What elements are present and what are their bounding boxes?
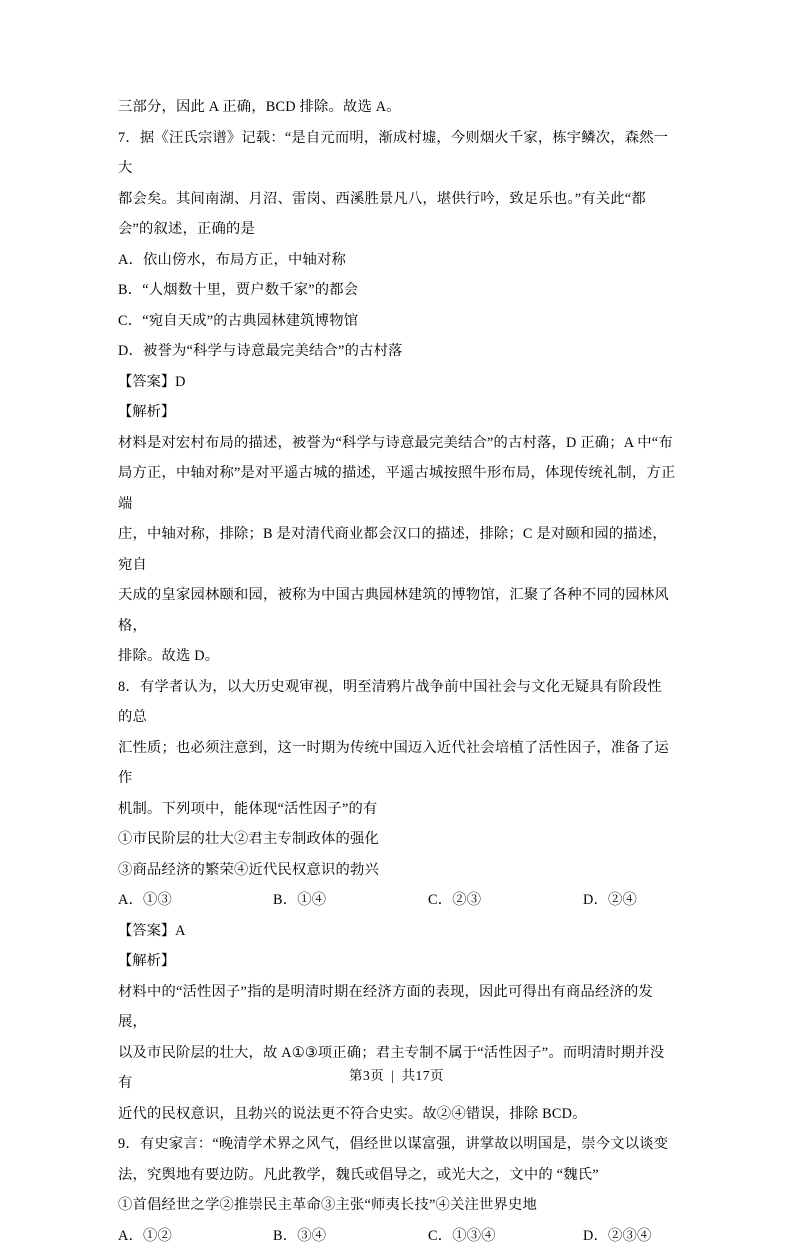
question-8-stem-line-1 [118, 672, 676, 733]
question-7-stem-line-1 [118, 123, 676, 184]
question-8-number: 8． [118, 679, 140, 695]
question-7-option-c: C．“宛自天成”的古典园林建筑博物馆 [118, 306, 676, 337]
question-9-stem-line-1 [118, 1129, 676, 1160]
question-9-option-c: C．①③④ [428, 1221, 583, 1251]
footer-page-number: 第3页 [349, 1068, 384, 1083]
question-8-stem-line-3: 机制。下列项中，能体现“活性因子”的有 [118, 794, 676, 825]
question-9 [118, 1129, 676, 1251]
page-footer [0, 1064, 793, 1084]
question-8-option-c: C．②③ [428, 885, 583, 916]
footer-total-pages: 共17页 [401, 1068, 444, 1083]
question-7-answer: 【答案】D [118, 367, 676, 398]
question-9-option-b: B．③④ [273, 1221, 428, 1251]
question-7-stem-text-1: 据《汪氏宗谱》记载：“是自元而明，渐成村墟，今则烟火千家，栋宇鳞次，森然一大 [118, 130, 668, 177]
question-8-options-row [118, 885, 676, 916]
footer-separator: | [384, 1068, 401, 1083]
question-9-option-d: D．②③④ [583, 1221, 676, 1251]
question-8-analysis-line-3: 近代的民权意识，且勃兴的说法更不符合史实。故②④错误，排除 BCD。 [118, 1099, 676, 1130]
question-8-option-d: D．②④ [583, 885, 676, 916]
question-7-number: 7． [118, 130, 140, 146]
question-9-options-row [118, 1221, 676, 1251]
question-8-stem-line-2: 汇性质；也必须注意到，这一时期为传统中国迈入近代社会培植了活性因子，准备了运作 [118, 733, 676, 794]
question-7-option-d: D．被誉为“科学与诗意最完美结合”的古村落 [118, 336, 676, 367]
question-8 [118, 672, 676, 1130]
question-7-analysis-line-3: 庄，中轴对称，排除；B 是对清代商业都会汉口的描述，排除；C 是对颐和园的描述，宛自 [118, 519, 676, 580]
question-8-analysis-label: 【解析】 [118, 946, 676, 977]
question-7-analysis-line-4: 天成的皇家园林颐和园，被称为中国古典园林建筑的博物馆，汇聚了各种不同的园林风格， [118, 580, 676, 641]
question-9-number: 9． [118, 1136, 140, 1152]
question-9-option-a: A．①② [118, 1221, 273, 1251]
question-8-option-b: B．①④ [273, 885, 428, 916]
question-7-analysis-label: 【解析】 [118, 397, 676, 428]
question-9-subitem-1: ①首倡经世之学②推崇民主革命③主张“师夷长技”④关注世界史地 [118, 1190, 676, 1221]
question-8-analysis-line-2: 以及市民阶层的壮大，故 A①③项正确；君主专制不属于“活性因子”。而明清时期并没有 [118, 1038, 676, 1099]
question-8-analysis-line-1: 材料中的“活性因子”指的是明清时期在经济方面的表现，因此可得出有商品经济的发展， [118, 977, 676, 1038]
question-8-subitem-2: ③商品经济的繁荣④近代民权意识的勃兴 [118, 855, 676, 886]
carryover-text: 三部分，因此 A 正确，BCD 排除。故选 A。 [118, 92, 676, 123]
question-7-analysis-line-5: 排除。故选 D。 [118, 641, 676, 672]
question-8-answer: 【答案】A [118, 916, 676, 947]
question-7-analysis-line-2: 局方正，中轴对称”是对平遥古城的描述，平遥古城按照牛形布局，体现传统礼制，方正端 [118, 458, 676, 519]
question-9-stem-line-2: 法，究舆地有要边防。凡此教学，魏氏或倡导之，或光大之，文中的 “魏氏” [118, 1160, 676, 1191]
question-8-subitem-1: ①市民阶层的壮大②君主专制政体的强化 [118, 824, 676, 855]
question-7-stem-line-2: 都会矣。其间南湖、月沼、雷岗、西溪胜景凡八，堪供行吟，致足乐也。”有关此“都 [118, 184, 676, 215]
question-7-stem-line-3: 会”的叙述，正确的是 [118, 214, 676, 245]
question-9-stem-text-1: 有史家言：“晚清学术界之风气，倡经世以谋富强，讲掌故以明国是，崇今文以谈变 [140, 1136, 668, 1152]
question-7 [118, 123, 676, 672]
question-7-option-a: A．依山傍水，布局方正，中轴对称 [118, 245, 676, 276]
question-7-option-b: B．“人烟数十里，贾户数千家”的都会 [118, 275, 676, 306]
question-8-option-a: A．①③ [118, 885, 273, 916]
question-8-stem-text-1: 有学者认为，以大历史观审视，明至清鸦片战争前中国社会与文化无疑具有阶段性的总 [118, 679, 662, 726]
question-7-analysis-line-1: 材料是对宏村布局的描述，被誉为“科学与诗意最完美结合”的古村落，D 正确；A 中“布 [118, 428, 676, 459]
